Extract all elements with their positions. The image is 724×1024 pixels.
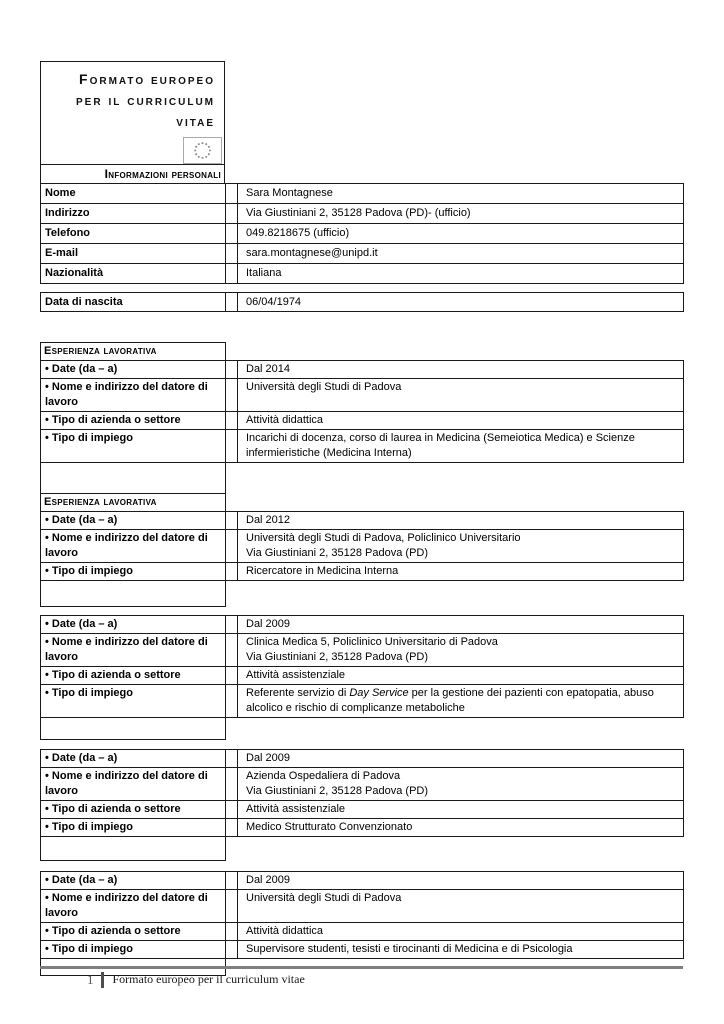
gap-cell bbox=[226, 244, 238, 264]
field-label-date: • Date (da – a) bbox=[41, 512, 226, 530]
table-row bbox=[41, 616, 684, 634]
gap-cell bbox=[226, 224, 238, 244]
field-value-sector: Attività didattica bbox=[238, 412, 684, 430]
empty-label-cell bbox=[41, 837, 226, 861]
field-label-nome: Nome bbox=[41, 184, 226, 204]
gap-cell bbox=[226, 941, 238, 959]
footer-rule bbox=[40, 966, 683, 969]
table-row bbox=[41, 361, 684, 379]
table-row bbox=[41, 634, 684, 667]
gap-cell bbox=[226, 801, 238, 819]
table-row bbox=[41, 923, 684, 941]
field-value-employer bbox=[238, 379, 684, 412]
experience-table-2 bbox=[40, 615, 684, 740]
field-value-sector: Attività assistenziale bbox=[238, 667, 684, 685]
table-row bbox=[41, 244, 684, 264]
value-line: Università degli Studi di Padova bbox=[246, 892, 402, 904]
field-value-email: sara.montagnese@unipd.it bbox=[238, 244, 684, 264]
field-label-employer: • Nome e indirizzo del datore di lavoro bbox=[41, 379, 226, 412]
field-label-date: • Date (da – a) bbox=[41, 361, 226, 379]
field-label-sector: • Tipo di azienda o settore bbox=[41, 667, 226, 685]
empty-cell bbox=[238, 494, 684, 512]
gap-cell bbox=[226, 264, 238, 284]
table-row bbox=[41, 563, 684, 581]
spacer-row bbox=[41, 718, 684, 740]
experience-table-3 bbox=[40, 749, 684, 861]
table-row bbox=[41, 872, 684, 890]
table-row bbox=[41, 768, 684, 801]
field-value-job: Supervisore studenti, tesisti e tirocinanti di Medicina e di Psicologia bbox=[238, 941, 684, 959]
gap-cell bbox=[226, 412, 238, 430]
field-value-job bbox=[238, 685, 684, 718]
eu-flag-icon bbox=[183, 137, 222, 164]
eu-flag-stars bbox=[184, 138, 221, 163]
field-label-job: • Tipo di impiego bbox=[41, 563, 226, 581]
gap-cell bbox=[226, 563, 238, 581]
field-value-date: Dal 2014 bbox=[238, 361, 684, 379]
gap-cell bbox=[226, 494, 238, 512]
section-header-esperienza-lavorativa: Esperienza lavorativa bbox=[41, 343, 226, 361]
gap-cell bbox=[226, 512, 238, 530]
personal-info-table bbox=[40, 183, 684, 284]
field-value-nome: Sara Montagnese bbox=[238, 184, 684, 204]
table-row bbox=[41, 685, 684, 718]
gap-cell bbox=[226, 634, 238, 667]
experience-table-1 bbox=[40, 342, 684, 607]
field-label-employer: • Nome e indirizzo del datore di lavoro bbox=[41, 530, 226, 563]
field-label-indirizzo: Indirizzo bbox=[41, 204, 226, 224]
field-value-indirizzo: Via Giustiniani 2, 35128 Padova (PD)- (ufficio) bbox=[238, 204, 684, 224]
value-line: Via Giustiniani 2, 35128 Padova (PD) bbox=[246, 785, 429, 797]
field-label-employer: • Nome e indirizzo del datore di lavoro bbox=[41, 768, 226, 801]
field-label-sector: • Tipo di azienda o settore bbox=[41, 923, 226, 941]
field-value-job: Ricercatore in Medicina Interna bbox=[238, 563, 684, 581]
field-label-sector: • Tipo di azienda o settore bbox=[41, 801, 226, 819]
field-value-date: Dal 2009 bbox=[238, 872, 684, 890]
gap-cell bbox=[226, 379, 238, 412]
job-text-prefix: Referente servizio di bbox=[246, 687, 350, 699]
empty-cell bbox=[238, 343, 684, 361]
field-label-sector: • Tipo di azienda o settore bbox=[41, 412, 226, 430]
field-value-employer bbox=[238, 530, 684, 563]
section-header-esperienza-lavorativa: Esperienza lavorativa bbox=[41, 494, 226, 512]
table-row bbox=[41, 412, 684, 430]
field-value-date: Dal 2009 bbox=[238, 750, 684, 768]
table-row bbox=[41, 494, 684, 512]
birth-date-table bbox=[40, 292, 684, 312]
value-line: Azienda Ospedaliera di Padova bbox=[246, 770, 401, 782]
field-label-job: • Tipo di impiego bbox=[41, 685, 226, 718]
cv-title-line-3: vitae bbox=[176, 113, 215, 129]
table-row bbox=[41, 430, 684, 463]
value-line: Clinica Medica 5, Policlinico Universitario di Padova bbox=[246, 636, 498, 648]
field-label-date: • Date (da – a) bbox=[41, 616, 226, 634]
gap-cell bbox=[226, 530, 238, 563]
job-text-italic: Day Service bbox=[349, 687, 409, 699]
field-value-sector: Attività didattica bbox=[238, 923, 684, 941]
empty-cell bbox=[238, 718, 684, 740]
field-label-date: • Date (da – a) bbox=[41, 750, 226, 768]
value-line: Università degli Studi di Padova, Policlinico Universitario bbox=[246, 532, 521, 544]
field-value-nazionalita: Italiana bbox=[238, 264, 684, 284]
table-row bbox=[41, 750, 684, 768]
value-line: Via Giustiniani 2, 35128 Padova (PD) bbox=[246, 547, 429, 559]
table-row bbox=[41, 530, 684, 563]
gap-cell bbox=[226, 463, 238, 494]
empty-label-cell bbox=[41, 718, 226, 740]
gap-cell bbox=[226, 819, 238, 837]
gap-cell bbox=[226, 685, 238, 718]
gap-cell bbox=[226, 923, 238, 941]
table-row bbox=[41, 890, 684, 923]
field-value-data-di-nascita: 06/04/1974 bbox=[238, 293, 684, 312]
gap-cell bbox=[226, 750, 238, 768]
field-value-employer bbox=[238, 634, 684, 667]
cv-title-box bbox=[40, 61, 225, 165]
gap-cell bbox=[226, 890, 238, 923]
section-header-informazioni-personali: Informazioni personali bbox=[40, 165, 225, 184]
field-label-email: E-mail bbox=[41, 244, 226, 264]
gap-cell bbox=[226, 616, 238, 634]
empty-label-cell bbox=[41, 581, 226, 607]
empty-cell bbox=[238, 463, 684, 494]
empty-cell bbox=[238, 837, 684, 861]
table-row bbox=[41, 293, 684, 312]
gap-cell bbox=[226, 667, 238, 685]
table-row bbox=[41, 184, 684, 204]
field-label-employer: • Nome e indirizzo del datore di lavoro bbox=[41, 634, 226, 667]
gap-cell bbox=[226, 293, 238, 312]
field-value-date: Dal 2009 bbox=[238, 616, 684, 634]
footer-divider bbox=[101, 972, 104, 988]
field-value-job: Medico Strutturato Convenzionato bbox=[238, 819, 684, 837]
table-row bbox=[41, 801, 684, 819]
gap-cell bbox=[226, 361, 238, 379]
table-row bbox=[41, 264, 684, 284]
field-value-telefono: 049.8218675 (ufficio) bbox=[238, 224, 684, 244]
value-line: Università degli Studi di Padova bbox=[246, 381, 402, 393]
field-value-sector: Attività assistenziale bbox=[238, 801, 684, 819]
spacer-row bbox=[41, 463, 684, 494]
field-label-telefono: Telefono bbox=[41, 224, 226, 244]
table-row bbox=[41, 941, 684, 959]
table-row bbox=[41, 667, 684, 685]
field-label-job: • Tipo di impiego bbox=[41, 941, 226, 959]
field-value-employer bbox=[238, 890, 684, 923]
gap-cell bbox=[226, 343, 238, 361]
job-text-suffix: per la gestione dei pazienti con epatopatia, abuso alcolico e rischio di complicanze metaboliche bbox=[246, 687, 654, 714]
gap-cell bbox=[226, 872, 238, 890]
field-label-data-di-nascita: Data di nascita bbox=[41, 293, 226, 312]
gap-cell bbox=[226, 581, 238, 607]
gap-cell bbox=[226, 718, 238, 740]
field-label-nazionalita: Nazionalità bbox=[41, 264, 226, 284]
table-row bbox=[41, 224, 684, 244]
empty-cell bbox=[238, 581, 684, 607]
footer-text: Formato europeo per il curriculum vitae bbox=[112, 972, 305, 986]
field-label-job: • Tipo di impiego bbox=[41, 819, 226, 837]
page-number: 1 bbox=[87, 971, 94, 987]
field-value-employer bbox=[238, 768, 684, 801]
table-row bbox=[41, 819, 684, 837]
experience-table-4 bbox=[40, 871, 684, 976]
page-footer bbox=[87, 971, 305, 988]
field-label-job: • Tipo di impiego bbox=[41, 430, 226, 463]
cv-document-page bbox=[40, 61, 683, 976]
spacer-row bbox=[41, 837, 684, 861]
value-line: Via Giustiniani 2, 35128 Padova (PD) bbox=[246, 651, 429, 663]
field-label-employer: • Nome e indirizzo del datore di lavoro bbox=[41, 890, 226, 923]
gap-cell bbox=[226, 837, 238, 861]
spacer-row bbox=[41, 581, 684, 607]
field-value-job: Incarichi di docenza, corso di laurea in Medicina (Semeiotica Medica) e Scienze infermieristiche (Medicina Interna) bbox=[238, 430, 684, 463]
field-value-date: Dal 2012 bbox=[238, 512, 684, 530]
table-row bbox=[41, 512, 684, 530]
table-row bbox=[41, 379, 684, 412]
cv-title-line-1: Formato europeo bbox=[79, 71, 215, 87]
table-row bbox=[41, 204, 684, 224]
cv-title-line-2: per il curriculum bbox=[76, 92, 215, 108]
gap-cell bbox=[226, 184, 238, 204]
field-label-date: • Date (da – a) bbox=[41, 872, 226, 890]
gap-cell bbox=[226, 204, 238, 224]
table-row bbox=[41, 343, 684, 361]
empty-label-cell bbox=[41, 463, 226, 494]
gap-cell bbox=[226, 430, 238, 463]
gap-cell bbox=[226, 768, 238, 801]
